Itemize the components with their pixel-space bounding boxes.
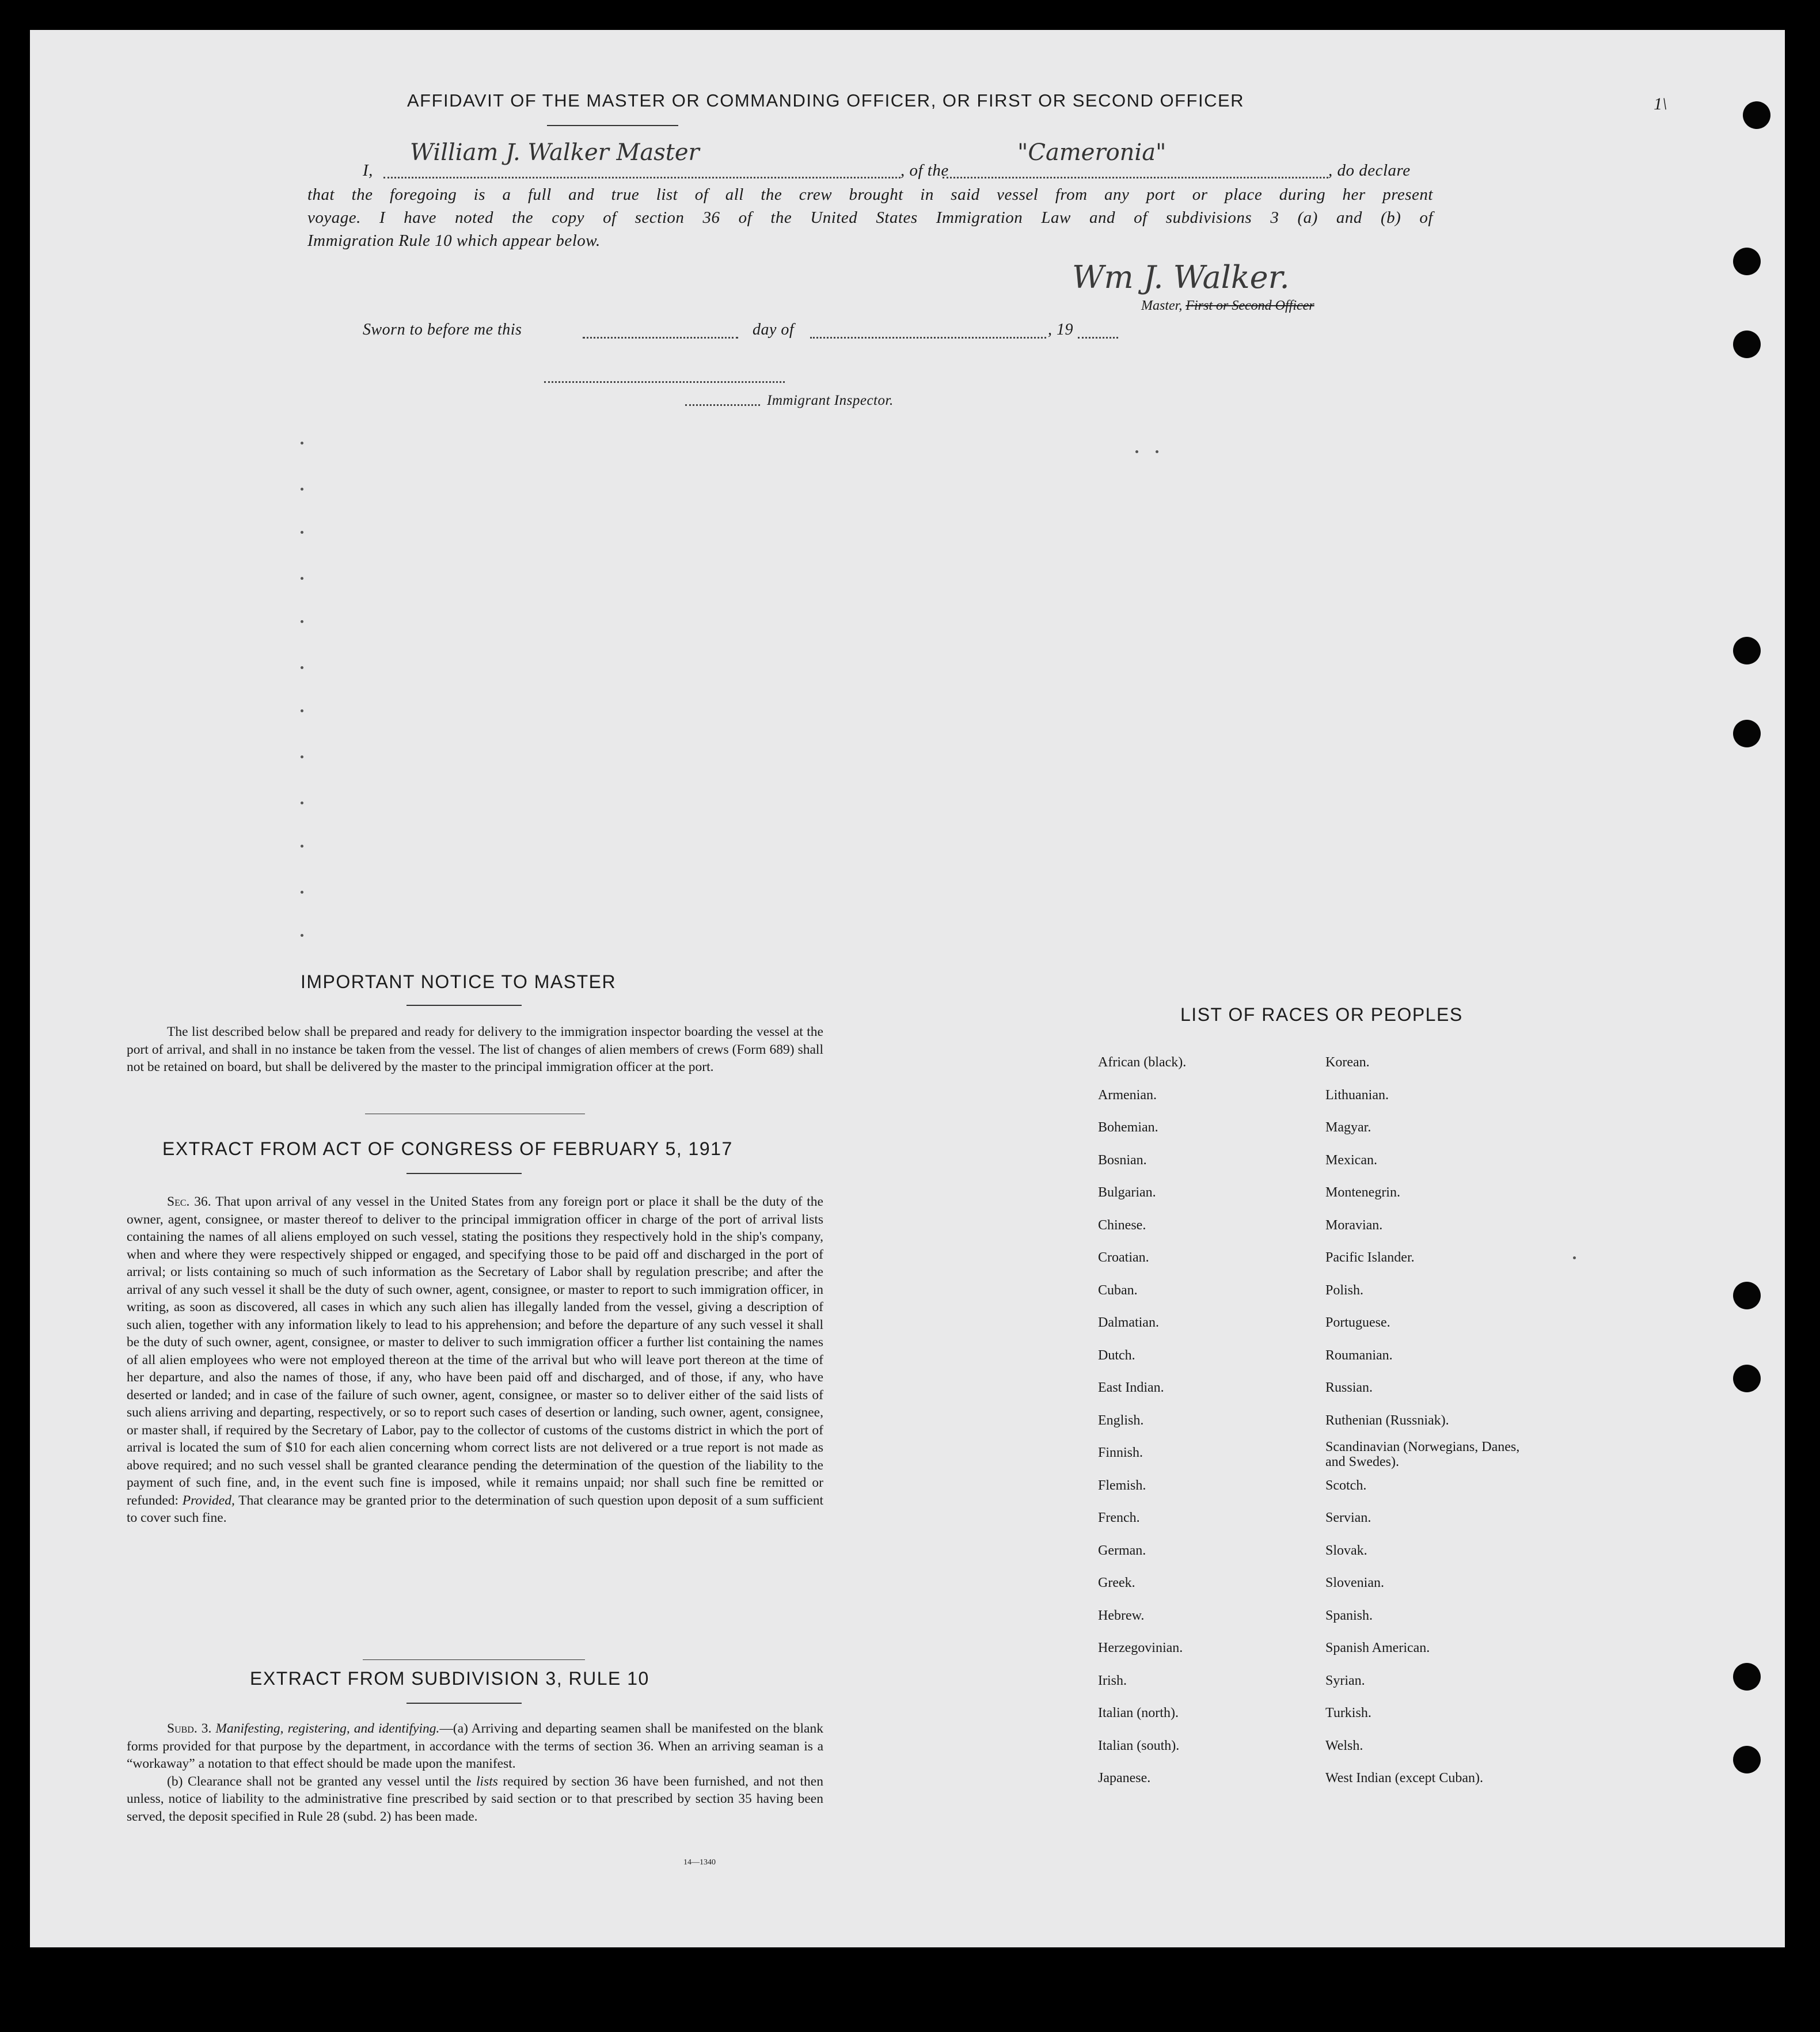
- subdivision-para-b: [127, 1773, 823, 1826]
- race-item: Irish.: [1098, 1673, 1127, 1688]
- race-item: Scandinavian (Norwegians, Danes, and Swedes).: [1325, 1440, 1520, 1469]
- affidavit-body-line-3: Immigration Rule 10 which appear below.: [307, 231, 601, 250]
- race-item: Syrian.: [1325, 1673, 1365, 1688]
- race-item: Italian (north).: [1098, 1706, 1179, 1720]
- race-item: English.: [1098, 1412, 1144, 1428]
- notice-title-underline: [406, 1005, 522, 1006]
- subdivision-text: [127, 1720, 823, 1825]
- subd-para-b-start: (b) Clearance shall not be granted any vessel until the: [167, 1773, 472, 1789]
- sworn-year-line: [1078, 337, 1118, 339]
- binder-hole: [1733, 331, 1761, 358]
- race-item: German.: [1098, 1543, 1146, 1558]
- race-item: Polish.: [1325, 1282, 1364, 1298]
- race-item: Spanish American.: [1325, 1640, 1430, 1655]
- race-item: Lithuanian.: [1325, 1087, 1389, 1103]
- margin-tick: [301, 488, 303, 491]
- race-item: Bulgarian.: [1098, 1185, 1156, 1200]
- act-title-underline: [406, 1173, 522, 1174]
- race-item: Bosnian.: [1098, 1152, 1147, 1168]
- inspector-signature-line: [544, 381, 785, 383]
- margin-tick: [301, 666, 303, 669]
- binder-hole: [1733, 720, 1761, 747]
- act-section-label: Sec. 36.: [167, 1194, 211, 1209]
- margin-tick: [1573, 1256, 1576, 1259]
- document-page: [30, 30, 1785, 1947]
- margin-tick: [301, 709, 303, 712]
- subdivision-title-underline: [406, 1703, 522, 1704]
- race-item: African (black).: [1098, 1055, 1187, 1070]
- subd-para-a-text: —(a) Arriving and departing seamen shall be manifested on the blank forms provided for that purpose by the department, in accordance with the terms of section 36. When an arriving seaman is a “workaway” a notation to that effect should be made upon the manifest.: [127, 1721, 823, 1771]
- race-item: Finnish.: [1098, 1445, 1143, 1460]
- race-item: Moravian.: [1325, 1217, 1383, 1233]
- margin-tick: [1156, 450, 1158, 453]
- subdivision-title: EXTRACT FROM SUBDIVISION 3, RULE 10: [250, 1668, 649, 1689]
- race-item: East Indian.: [1098, 1380, 1164, 1395]
- binder-hole: [1733, 248, 1761, 275]
- vessel-name-handwritten: "Cameronia": [1017, 139, 1167, 166]
- binder-hole: [1733, 1746, 1761, 1773]
- margin-tick: [301, 620, 303, 623]
- signature-title: [1141, 298, 1314, 314]
- margin-tick: [301, 802, 303, 804]
- race-item: Montenegrin.: [1325, 1185, 1400, 1200]
- race-item: Slovenian.: [1325, 1575, 1384, 1590]
- race-item: Italian (south).: [1098, 1738, 1180, 1753]
- affidavit-body-line-2: voyage. I have noted the copy of section 36 of the United States Immigration Law and of subdivisions 3 (a) and (b) of: [307, 208, 1433, 227]
- race-item: Magyar.: [1325, 1120, 1371, 1135]
- act-section-text: That upon arrival of any vessel in the United States from any foreign port or place it shall be the duty of the owner, agent, consignee, or master thereof to deliver to the principal immigration officer in charge of the port of arrival lists containing the names of all aliens employed on such vessel, stating the positions they respectively hold in the ship's company, when and where they were respectively shipped or engaged, and specifying those to be paid off and discharged in the port of arrival; or lists containing so much of such information as the Secretary of Labor shall by regulation prescribe; and after the arrival of any such vessel it shall be the duty of such owner, agent, consignee, or master to report to such immigration officer, in writing, as soon as discovered, all cases in which any such alien has illegally landed from the vessel, giving a description of such alien, together with any information likely to lead to his apprehension; and before the departure of any such vessel it shall be the duty of such owner, agent, consignee, or master to deliver to such immigration officer a further list containing the names of all alien employees who were not employed thereon at the time of the arrival but who will leave port thereon at the time of her departure, and also the names of those, if any, who have been paid off and discharged, and of those, if any, who have deserted or landed; and in case of the failure of such owner, agent, consignee, or master so to deliver either of the said lists of such aliens arriving and departing, respectively, or so to report such cases of desertion or landing, such owner, agent, consignee, or master shall, if required by the Secretary of Labor, pay to the collector of customs of the customs district in which the port of arrival is located the sum of $10 for each alien concerning whom correct lists are not delivered or a true report is not made as above required; and no such vessel shall be granted clearance pending the determination of the question of the liability to the payment of such fine, and, in the event such fine is imposed, while it remains unpaid; nor shall such fine be remitted or refunded:: [127, 1194, 823, 1508]
- race-item: Mexican.: [1325, 1152, 1377, 1168]
- master-label: Master,: [1141, 298, 1183, 313]
- subd-para-b-lists: lists: [476, 1773, 498, 1789]
- i-label: I,: [363, 161, 373, 180]
- subd-para-b-end: required by section 36 have been furnished, and not then unless, notice of liability to the administrative fine prescribed by said section or to that prescribed by section 35 having been served, the deposit specified in Rule 28 (subd. 2) has been made.: [127, 1773, 823, 1824]
- binder-hole: [1733, 1282, 1761, 1309]
- sworn-month-line: [810, 337, 1046, 339]
- race-item: Slovak.: [1325, 1543, 1367, 1558]
- race-item: Hebrew.: [1098, 1608, 1145, 1623]
- day-of-label: day of: [753, 321, 795, 339]
- act-text: [127, 1193, 823, 1527]
- sworn-label: Sworn to before me this: [363, 321, 522, 339]
- race-item: Pacific Islander.: [1325, 1250, 1415, 1265]
- vessel-fill-line: [943, 177, 1328, 178]
- binder-hole: [1733, 1365, 1761, 1392]
- struck-officer-label: First or Second Officer: [1186, 298, 1314, 313]
- race-item: French.: [1098, 1510, 1140, 1525]
- binder-hole: [1733, 1663, 1761, 1691]
- margin-tick: [301, 577, 303, 580]
- name-fill-line: [383, 177, 900, 178]
- race-item: Scotch.: [1325, 1478, 1367, 1493]
- race-item: Flemish.: [1098, 1478, 1146, 1493]
- race-item: Japanese.: [1098, 1771, 1151, 1786]
- race-item: Ruthenian (Russniak).: [1325, 1412, 1449, 1428]
- race-item: Greek.: [1098, 1575, 1135, 1590]
- master-name-handwritten: William J. Walker Master: [410, 139, 700, 166]
- race-item: Cuban.: [1098, 1282, 1138, 1298]
- year-label: , 19: [1048, 321, 1073, 339]
- race-item: Bohemian.: [1098, 1120, 1158, 1135]
- race-item: Spanish.: [1325, 1608, 1373, 1623]
- margin-tick: [301, 891, 303, 894]
- act-paragraph: [127, 1193, 823, 1527]
- race-item: Servian.: [1325, 1510, 1371, 1525]
- race-item: Roumanian.: [1325, 1347, 1393, 1363]
- margin-tick: [301, 845, 303, 848]
- form-number: 14—1340: [683, 1858, 716, 1867]
- binder-hole: [1743, 101, 1770, 129]
- race-item: Portuguese.: [1325, 1315, 1390, 1330]
- corner-mark: 1\: [1654, 94, 1667, 113]
- margin-tick: [301, 531, 303, 534]
- notice-title: IMPORTANT NOTICE TO MASTER: [301, 971, 617, 992]
- inspector-label: Immigrant Inspector.: [767, 393, 894, 408]
- race-item: Russian.: [1325, 1380, 1373, 1395]
- do-declare-label: , do declare: [1328, 161, 1411, 180]
- act-section-end: That clearance may be granted prior to the determination of such question upon deposit of a sum sufficient to cover such fine.: [127, 1492, 824, 1525]
- margin-tick: [301, 755, 303, 758]
- race-item: Dalmatian.: [1098, 1315, 1159, 1330]
- affidavit-body-line-1: that the foregoing is a full and true list of all the crew brought in said vessel from any port or place during her present: [307, 185, 1433, 204]
- race-item: Chinese.: [1098, 1217, 1146, 1233]
- race-item: Armenian.: [1098, 1087, 1157, 1103]
- race-item: West Indian (except Cuban).: [1325, 1771, 1483, 1786]
- subd-heading: Manifesting, registering, and identifying.: [215, 1721, 440, 1736]
- race-item: Croatian.: [1098, 1250, 1149, 1265]
- margin-tick: [1135, 450, 1138, 453]
- race-item: Korean.: [1325, 1055, 1370, 1070]
- notice-text: [127, 1023, 823, 1076]
- act-separator: [363, 1659, 585, 1660]
- subdivision-para-a: [127, 1720, 823, 1773]
- act-provided-label: Provided,: [182, 1492, 235, 1508]
- margin-tick: [301, 934, 303, 937]
- master-signature: Wm J. Walker.: [1072, 259, 1290, 295]
- affidavit-title: AFFIDAVIT OF THE MASTER OR COMMANDING OFFICER, OR FIRST OR SECOND OFFICER: [407, 90, 1245, 111]
- inspector-short-line: [685, 404, 760, 406]
- subd-label: Subd. 3.: [167, 1721, 212, 1736]
- notice-paragraph: The list described below shall be prepared and ready for delivery to the immigration inspector boarding the vessel at the port of arrival, and shall in no instance be taken from the vessel. The list of changes of alien members of crews (Form 689) shall not be retained on board, but shall be delivered by the master to the principal immigration officer at the port.: [127, 1024, 823, 1074]
- race-item: Welsh.: [1325, 1738, 1363, 1753]
- margin-tick: [301, 442, 303, 445]
- race-item: Turkish.: [1325, 1706, 1371, 1720]
- act-title: EXTRACT FROM ACT OF CONGRESS OF FEBRUARY 5, 1917: [162, 1138, 733, 1159]
- race-item: Herzegovinian.: [1098, 1640, 1183, 1655]
- binder-hole: [1733, 637, 1761, 664]
- of-the-label: , of the: [900, 161, 949, 180]
- sworn-day-line: [583, 337, 738, 339]
- races-title: LIST OF RACES OR PEOPLES: [1180, 1004, 1463, 1025]
- title-underline: [547, 125, 678, 126]
- race-item: Dutch.: [1098, 1347, 1135, 1363]
